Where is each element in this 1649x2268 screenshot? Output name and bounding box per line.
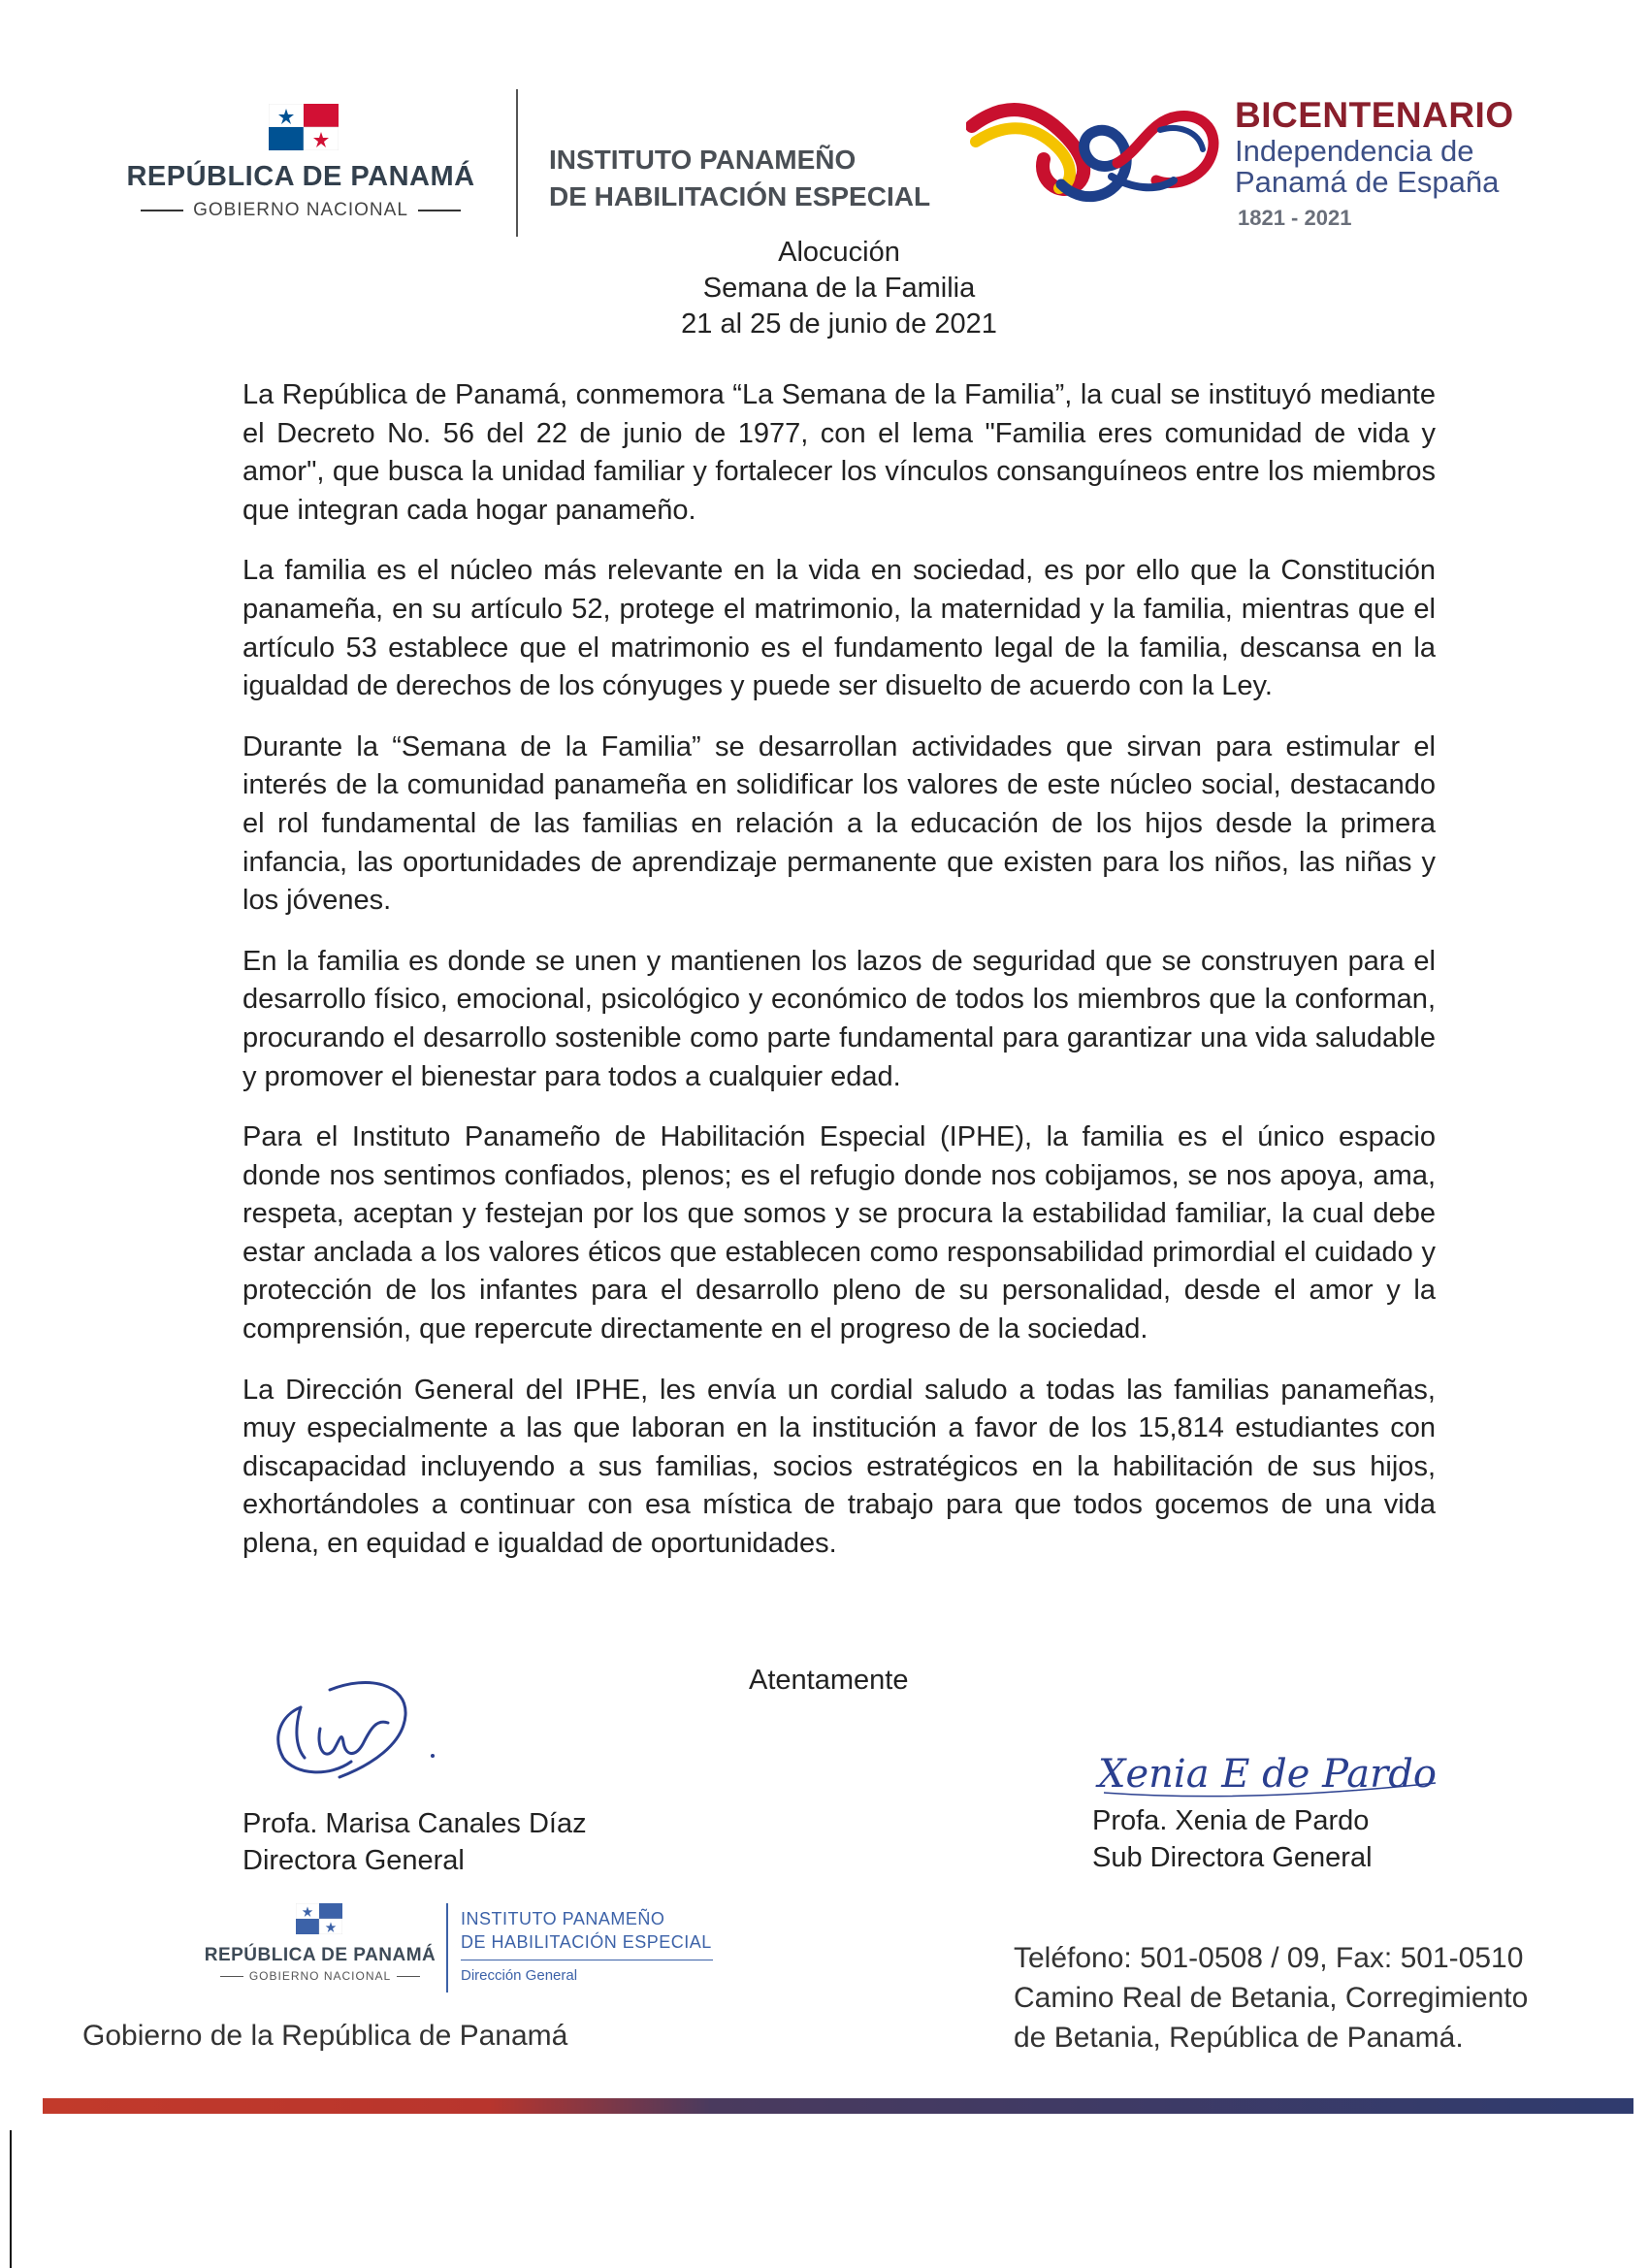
title-line-1: Alocución — [778, 237, 900, 268]
bicentenario-title: BICENTENARIO — [1235, 95, 1514, 135]
letter-body — [242, 376, 1436, 1586]
signature-left-icon — [262, 1669, 485, 1795]
signatory-left — [242, 1805, 587, 1879]
institute-name: INSTITUTO PANAMEÑO DE HABILITACIÓN ESPECIAL — [549, 145, 931, 211]
scan-edge-line — [10, 2130, 12, 2268]
paragraph: En la familia es donde se unen y mantienen los lazos de seguridad que se construyen para el desarrollo físico, emocional, psicológico y económico de todos los miembros que la conforman, procurando el desarrollo sostenible como parte fundamental para garantizar una vida saludable y promover el bienestar para todos a cualquier edad. — [242, 945, 1436, 1092]
signatory-left-role: Directora General — [242, 1845, 465, 1876]
footer-phone: Teléfono: 501-0508 / 09, Fax: 501-0510 — [1014, 1942, 1524, 1974]
paragraph: Durante la “Semana de la Familia” se desarrollan actividades que sirvan para estimular el interés de la comunidad panameña en solidificar los valores de este núcleo social, destacando el rol fundamental de las familias en relación a la educación de los hijos desde la primera infancia, las oportunidades de aprendizaje permanente que existen para los niños, las niñas y los jóvenes. — [242, 730, 1436, 917]
closing-salutation: Atentamente — [749, 1665, 909, 1696]
bicentenario-line-2: Panamá de España — [1235, 165, 1500, 199]
header-divider — [516, 89, 518, 237]
svg-text:Xenia E de Pardo: Xenia E de Pardo — [1098, 1752, 1437, 1797]
panama-flag-icon — [269, 104, 339, 150]
paragraph: Para el Instituto Panameño de Habilitación Especial (IPHE), la familia es el único espacio donde nos sentimos confiados, plenos; es el refugio donde nos cobijamos, se nos apoya, ama, respeta, aceptan y festejan por los que somos y se procura la estabilidad familiar, la cual debe estar anclada a los valores éticos que establecen como responsabilidad primordial el cuidado y protección de los infantes para el desarrollo pleno de su personalidad, desde el amor y la comprensión, que repercute directamente en el progreso de la sociedad. — [242, 1121, 1436, 1345]
footer-gobierno: Gobierno de la República de Panamá — [82, 2020, 568, 2052]
footer-divider — [446, 1903, 448, 1993]
signatory-right-name: Profa. Xenia de Pardo — [1092, 1805, 1370, 1836]
signature-right-icon — [1094, 1734, 1443, 1804]
paragraph: La República de Panamá, conmemora “La Semana de la Familia”, la cual se instituyó mediante el Decreto No. 56 del 22 de junio de 1977, con el lema "Familia eres comunidad de vida y amor", que busca la unidad familiar y fortalecer los vínculos consanguíneos entre los miembros que integran cada hogar panameño. — [242, 379, 1436, 526]
footer-republic: REPÚBLICA DE PANAMÁ — [204, 1945, 436, 1965]
footer-color-bar — [43, 2098, 1633, 2114]
bicentenario-line-1: Independencia de — [1235, 134, 1474, 168]
footer-government: GOBIERNO NACIONAL — [199, 1969, 441, 1983]
signatory-right — [1092, 1802, 1373, 1876]
footer-institute: INSTITUTO PANAMEÑO DE HABILITACIÓN ESPECIAL — [461, 1909, 712, 1952]
bicentenario-ribbon-logo-icon — [966, 91, 1230, 210]
footer-address-1: Camino Real de Betania, Corregimiento — [1014, 1982, 1529, 2014]
government-subtitle: GOBIERNO NACIONAL — [97, 200, 504, 221]
paragraph: La Dirección General del IPHE, les envía un cordial saludo a todas las familias panameñas, muy especialmente a las que laboran en la institución a favor de los 15,814 estudiantes con discapacidad incluyendo a sus familias, socios estratégicos en la habilitación de sus hijos, exhortándoles a continuar con esa mística de trabajo para que todos gocemos de una vida plena, en equidad e igualdad de oportunidades. — [242, 1374, 1436, 1560]
signatory-left-name: Profa. Marisa Canales Díaz — [242, 1808, 587, 1839]
title-line-2: Semana de la Familia — [702, 273, 976, 304]
title-line-3: 21 al 25 de junio de 2021 — [681, 308, 997, 340]
footer-address-2: de Betania, República de Panamá. — [1014, 2022, 1464, 2054]
footer-contact — [1014, 1938, 1528, 2057]
bicentenario-years: 1821 - 2021 — [1238, 206, 1352, 230]
republic-title: REPÚBLICA DE PANAMÁ — [126, 161, 475, 192]
paragraph: La familia es el núcleo más relevante en la vida en sociedad, es por ello que la Constitución panameña, en su artículo 52, protege el matrimonio, la maternidad y la familia, mientras que el artículo 53 establece que el matrimonio es el fundamento legal de la familia, descansa en la igualdad de derechos de los cónyuges y puede ser disuelto de acuerdo con la Ley. — [242, 555, 1436, 702]
signatory-right-role: Sub Directora General — [1092, 1842, 1373, 1873]
footer-direction: Dirección General — [461, 1967, 578, 1984]
document-title — [0, 235, 1649, 342]
footer-panama-flag-icon — [296, 1903, 342, 1934]
